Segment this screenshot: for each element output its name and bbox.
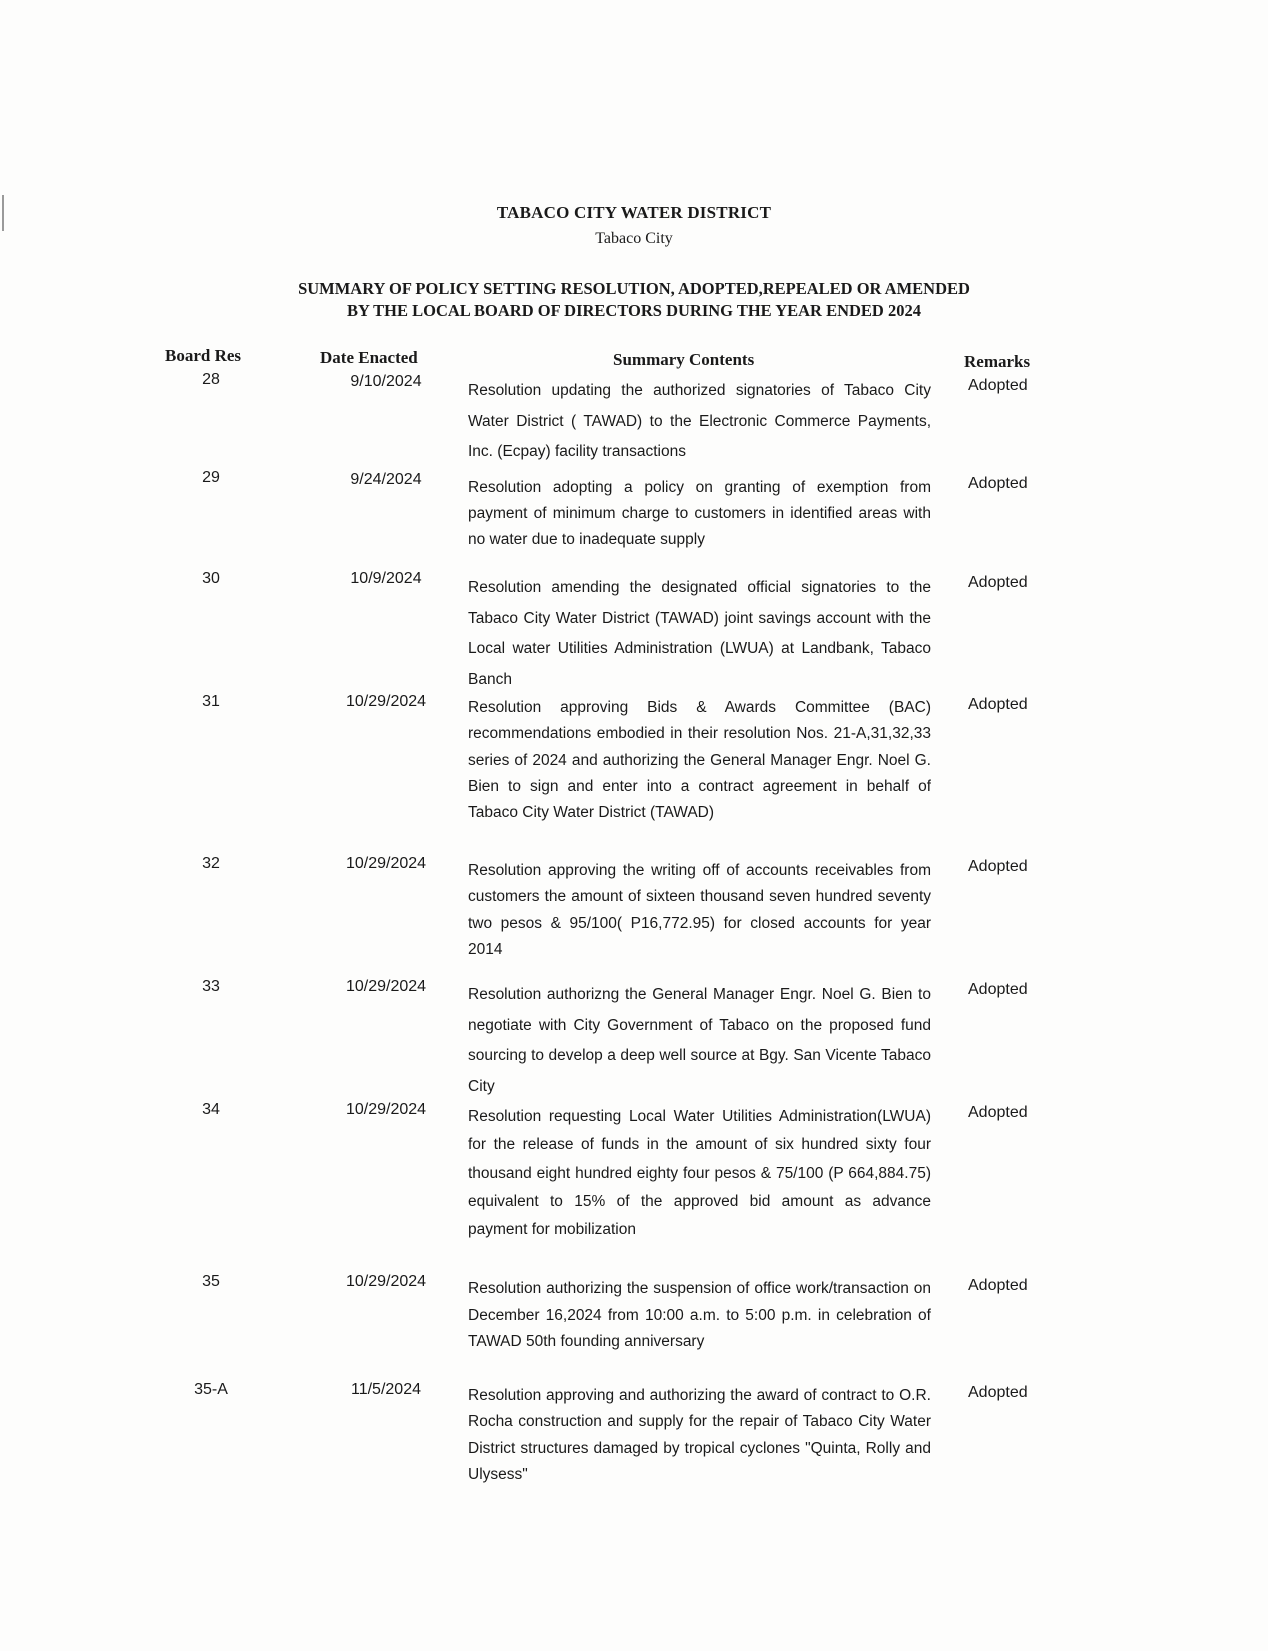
summary-contents: Resolution authorizing the suspension of office work/transaction on December 16,2024 from 10:00 a.m. to 5:00 p.m. in celebration of TAWAD 50th founding anniversary — [468, 1280, 931, 1350]
summary-contents: Resolution adopting a policy on granting of exemption from payment of minimum charge to customers in identified areas with no water due to inadequate supply — [468, 479, 931, 548]
summary-contents: Resolution approving Bids & Awards Committee (BAC) recommendations embodied in their resolution Nos. 21-A,31,32,33 series of 2024 and authorizing the General Manager Engr. Noel G. Bien to sign and enter into a contract agreement in behalf of Tabaco City Water District (TAWAD) — [468, 699, 931, 822]
remarks: Adopted — [968, 1104, 1028, 1121]
summary-contents: Resolution approving and authorizing the award of contract to O.R. Rocha construction and supply for the repair of Tabaco City Water District structures damaged by tropical cyclones "Quinta, Rolly and Ulysess" — [468, 1387, 931, 1483]
board-res-number: 35-A — [194, 1381, 228, 1398]
date-enacted: 10/29/2024 — [345, 855, 427, 872]
document-title-line-2: BY THE LOCAL BOARD OF DIRECTORS DURING THE YEAR ENDED 2024 — [347, 301, 921, 320]
date-enacted: 10/29/2024 — [345, 1273, 427, 1290]
column-header-remarks: Remarks — [964, 352, 1031, 371]
remarks: Adopted — [968, 574, 1028, 591]
summary-contents: Resolution requesting Local Water Utilities Administration(LWUA) for the release of funds in the amount of six hundred sixty four thousand eight hundred eighty four pesos & 75/100 (P 664,884.75) equivalent to 15% of the approved bid amount as advance payment for mobilization — [468, 1108, 931, 1239]
date-enacted: 11/5/2024 — [351, 1381, 421, 1398]
document-title-line-1: SUMMARY OF POLICY SETTING RESOLUTION, ADOPTED,REPEALED OR AMENDED — [298, 279, 970, 298]
column-header-board-res: Board Res — [165, 346, 242, 365]
board-res-number: 28 — [202, 371, 220, 388]
date-enacted: 10/29/2024 — [345, 978, 427, 995]
board-res-number: 32 — [202, 855, 220, 872]
column-header-date-enacted: Date Enacted — [320, 348, 418, 367]
summary-contents: Resolution amending the designated official signatories to the Tabaco City Water District (TAWAD) joint savings account with the Local water Utilities Administration (LWUA) at Landbank, Tabaco Banch — [468, 579, 931, 688]
board-res-number: 33 — [202, 978, 220, 995]
date-enacted: 10/29/2024 — [345, 1101, 427, 1118]
remarks: Adopted — [968, 981, 1028, 998]
date-enacted: 9/24/2024 — [350, 471, 422, 488]
summary-contents: Resolution authorizng the General Manager Engr. Noel G. Bien to negotiate with City Government of Tabaco on the proposed fund sourcing to develop a deep well source at Bgy. San Vicente Tabaco City — [468, 986, 931, 1095]
date-enacted: 9/10/2024 — [350, 373, 422, 390]
remarks: Adopted — [968, 475, 1028, 492]
board-res-number: 29 — [202, 469, 220, 486]
remarks: Adopted — [968, 377, 1028, 394]
remarks: Adopted — [968, 696, 1028, 713]
document-title — [0, 278, 1268, 322]
date-enacted: 10/9/2024 — [350, 570, 422, 587]
remarks: Adopted — [968, 1384, 1028, 1401]
board-res-number: 34 — [202, 1101, 220, 1118]
organization-name: TABACO CITY WATER DISTRICT — [496, 203, 772, 222]
board-res-number: 31 — [202, 693, 220, 710]
board-res-number: 35 — [202, 1273, 220, 1290]
column-header-summary: Summary Contents — [613, 350, 755, 369]
remarks: Adopted — [968, 1277, 1028, 1294]
board-res-number: 30 — [202, 570, 220, 587]
organization-city: Tabaco City — [595, 230, 673, 247]
summary-contents: Resolution approving the writing off of accounts receivables from customers the amount of sixteen thousand seven hundred seventy two pesos & 95/100( P16,772.95) for closed accounts for year 2014 — [468, 862, 931, 958]
summary-contents: Resolution updating the authorized signatories of Tabaco City Water District ( TAWAD) to the Electronic Commerce Payments, Inc. (Ecpay) facility transactions — [468, 382, 931, 460]
date-enacted: 10/29/2024 — [345, 693, 427, 710]
remarks: Adopted — [968, 858, 1028, 875]
